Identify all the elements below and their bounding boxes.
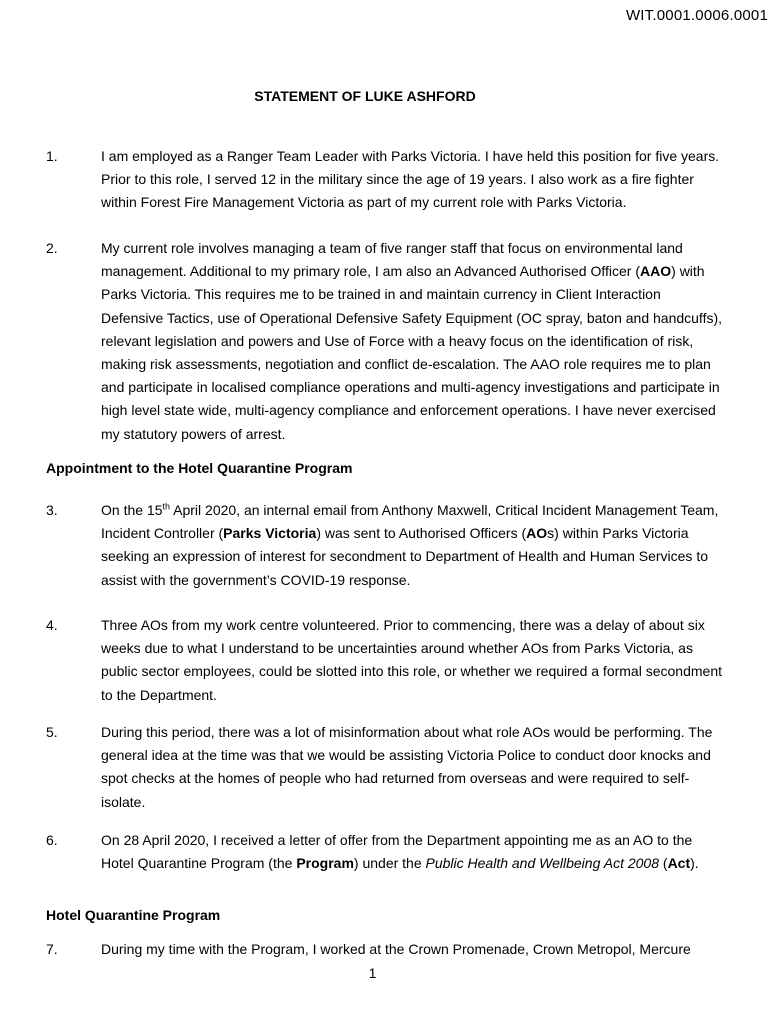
- defined-term-parks-victoria: Parks Victoria: [223, 525, 317, 542]
- defined-term-aao: AAO: [640, 263, 672, 280]
- paragraph-text: On 28 April 2020, I received a letter of offer from the Department appointing me as an AO to the Hotel Quarantine Program (the Program) under the Public Health and Wellbeing Act 2008 (Act).: [101, 832, 699, 872]
- defined-term-act: Act: [667, 855, 691, 872]
- defined-term-program: Program: [296, 855, 354, 872]
- section-heading-appointment: Appointment to the Hotel Quarantine Program: [46, 460, 353, 476]
- paragraph-4: [46, 614, 726, 707]
- paragraph-number: 5.: [46, 724, 58, 740]
- paragraph-7: [46, 938, 726, 961]
- statement-title: STATEMENT OF LUKE ASHFORD: [254, 88, 476, 104]
- paragraph-1: [46, 145, 726, 215]
- paragraph-number: 2.: [46, 240, 58, 256]
- page-number: 1: [368, 965, 377, 981]
- paragraph-number: 1.: [46, 148, 58, 164]
- act-citation: Public Health and Wellbeing Act 2008: [425, 855, 659, 872]
- document-reference-id: WIT.0001.0006.0001: [625, 7, 768, 24]
- paragraph-text: On the 15th April 2020, an internal email from Anthony Maxwell, Critical Incident Management Team, Incident Controller (Parks Victoria) was sent to Authorised Officers (AOs) within Parks Victoria seeking an expression of interest for secondment to Department of Health and Human Services to assist with the government’s COVID-19 response.: [101, 501, 719, 588]
- defined-term-ao: AO: [526, 525, 548, 542]
- paragraph-text: My current role involves managing a team of five ranger staff that focus on environmental land management. Additional to my primary role, I am also an Advanced Authorised Officer (AAO) with Parks Victoria. This requires me to be trained in and maintain currency in Client Interaction Defensive Tactics, use of Operational Defensive Safety Equipment (OC spray, baton and handcuffs), relevant legislation and powers and Use of Force with a heavy focus on the identification of risk, making risk assessments, negotiation and conflict de-escalation. The AAO role requires me to plan and participate in localised compliance operations and multi-agency investigations and participate in high level state wide, multi-agency compliance and enforcement operations. I have never exercised my statutory powers of arrest.: [101, 240, 723, 442]
- section-heading-hotel-program: Hotel Quarantine Program: [46, 907, 221, 923]
- paragraph-number: 6.: [46, 832, 58, 848]
- paragraph-text: During this period, there was a lot of misinformation about what role AOs would be performing. The general idea at the time was that we would be assisting Victoria Police to conduct door knocks and spot checks at the homes of people who had returned from overseas and were required to self-isolate.: [101, 724, 713, 810]
- paragraph-text: I am employed as a Ranger Team Leader with Parks Victoria. I have held this position for five years. Prior to this role, I served 12 in the military since the age of 19 years. I also work as a fire fighter within Forest Fire Management Victoria as part of my current role with Parks Victoria.: [101, 148, 720, 211]
- paragraph-2: [46, 237, 726, 446]
- paragraph-number: 7.: [46, 941, 58, 957]
- paragraph-6: [46, 829, 726, 875]
- paragraph-number: 4.: [46, 617, 58, 633]
- paragraph-5: [46, 721, 726, 814]
- paragraph-3: [46, 499, 726, 592]
- paragraph-number: 3.: [46, 502, 58, 518]
- paragraph-text: Three AOs from my work centre volunteered. Prior to commencing, there was a delay of about six weeks due to what I understand to be uncertainties around whether AOs from Parks Victoria, as public sector employees, could be slotted into this role, or whether we required a formal secondment to the Department.: [101, 617, 722, 703]
- paragraph-text: During my time with the Program, I worked at the Crown Promenade, Crown Metropol, Mercure: [101, 941, 691, 957]
